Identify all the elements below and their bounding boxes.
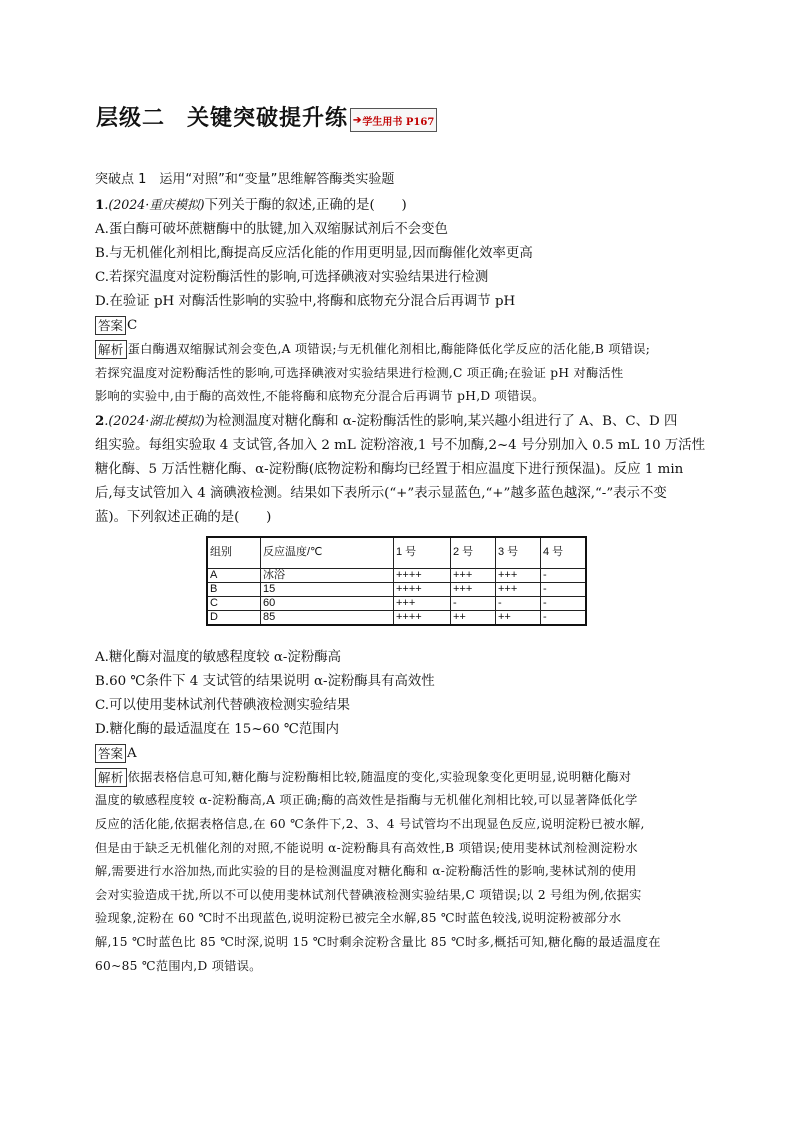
table-header-cell: 2 号 — [451, 537, 496, 569]
explanation-line: 会对实验造成干扰,所以不可以使用斐林试剂代替碘液检测实验结果,C 项错误;以 2 号组为例,依据实 — [95, 887, 642, 902]
table-cell: 60 — [261, 596, 394, 610]
explanation-tag: 解析 — [95, 768, 127, 787]
main-content — [95, 168, 706, 978]
header — [96, 104, 437, 134]
table-cell: C — [207, 596, 261, 610]
explanation-line: 影响的实验中,由于酶的高效性,不能将酶和底物充分混合后再调节 pH,D 项错误。 — [95, 389, 545, 404]
table-header-cell: 组别 — [207, 537, 261, 569]
option-c: C.若探究温度对淀粉酶活性的影响,可选择碘液对实验结果进行检测 — [95, 270, 489, 285]
question-text: 下列关于酶的叙述,正确的是( ) — [204, 198, 407, 213]
table-row — [207, 582, 586, 596]
option-b: B.与无机催化剂相比,酶提高反应活化能的作用更明显,因而酶催化效率更高 — [95, 246, 533, 261]
title-main: 关键突破提升练 — [187, 106, 349, 131]
question-text: 组实验。每组实验取 4 支试管,各加入 2 mL 淀粉溶液,1 号不加酶,2~4 号分别加入 0.5 mL 10 万活性 — [95, 437, 706, 453]
table-cell: - — [541, 568, 587, 582]
table-cell: ++ — [496, 610, 541, 625]
table-cell: - — [541, 596, 587, 610]
table-header-cell: 3 号 — [496, 537, 541, 569]
answer-value: C — [127, 318, 138, 333]
table-cell: +++ — [394, 596, 451, 610]
explanation-line: 温度的敏感程度较 α-淀粉酶高,A 项正确;酶的高效性是指酶与无机催化剂相比较,可以显著降低化学 — [95, 793, 638, 808]
explanation-line: 反应的活化能,依据表格信息,在 60 ℃条件下,2、3、4 号试管均不出现显色反应,说明淀粉已被水解, — [95, 816, 645, 831]
section-heading — [95, 168, 700, 192]
question-1 — [95, 193, 700, 409]
arrow-icon: ➔ — [353, 114, 362, 126]
option-a: A.糖化酶对温度的敏感程度较 α-淀粉酶高 — [95, 649, 341, 665]
explanation-line: 解,15 ℃时蓝色比 85 ℃时深,说明 15 ℃时剩余淀粉含量比 85 ℃时多,概括可知,糖化酶的最适温度在 — [95, 934, 661, 949]
option-d: D.在验证 pH 对酶活性影响的实验中,将酶和底物充分混合后再调节 pH — [95, 294, 516, 309]
question-text: 后,每支试管加入 4 滴碘液检测。结果如下表所示(“+”表示显蓝色,“+”越多蓝色越深,“-”表示不变 — [95, 485, 667, 501]
table-cell: +++ — [496, 582, 541, 596]
section-title: 运用“对照”和“变量”思维解答酶类实验题 — [159, 172, 395, 187]
question-number: 2 — [95, 412, 105, 429]
option-d: D.糖化酶的最适温度在 15~60 ℃范围内 — [95, 721, 339, 737]
explanation-tag: 解析 — [95, 340, 127, 359]
table-header-cell: 反应温度/℃ — [261, 537, 394, 569]
table-cell: 85 — [261, 610, 394, 625]
question-source: .(2024·湖北模拟) — [104, 412, 205, 428]
explanation-line: 验现象,淀粉在 60 ℃时不出现蓝色,说明淀粉已被完全水解,85 ℃时蓝色较浅,说明淀粉被部分水 — [95, 911, 622, 926]
table-cell: +++ — [496, 568, 541, 582]
student-book-reference[interactable] — [350, 108, 437, 132]
table-cell: ++++ — [394, 568, 451, 582]
answer-tag: 答案 — [95, 744, 126, 763]
table-cell: - — [541, 582, 587, 596]
table-row — [207, 568, 586, 582]
answer-row — [95, 742, 700, 766]
question-stem — [95, 193, 700, 218]
table-cell: +++ — [451, 568, 496, 582]
question-text: 糖化酶、5 万活性糖化酶、α-淀粉酶(底物淀粉和酶均已经置于相应温度下进行预保温)。反应 1 min — [95, 461, 684, 477]
table-header-cell: 4 号 — [541, 537, 587, 569]
option-a: A.蛋白酶可破坏蔗糖酶中的肽键,加入双缩脲试剂后不会变色 — [95, 222, 448, 237]
table-cell: B — [207, 582, 261, 596]
explanation-line: 60~85 ℃范围内,D 项错误。 — [95, 958, 262, 973]
question-number: 1 — [95, 197, 105, 213]
page-title — [96, 104, 348, 134]
explanation — [95, 338, 700, 409]
table-cell: A — [207, 568, 261, 582]
explanation-line: 但是由于缺乏无机催化剂的对照,不能说明 α-淀粉酶具有高效性,B 项错误;使用斐林试剂检测淀粉水 — [95, 840, 638, 855]
table-header-row — [207, 537, 586, 569]
explanation — [95, 766, 700, 978]
table-cell: ++++ — [394, 582, 451, 596]
option-b: B.60 ℃条件下 4 支试管的结果说明 α-淀粉酶具有高效性 — [95, 673, 435, 689]
table-cell: ++++ — [394, 610, 451, 625]
answer-tag: 答案 — [95, 316, 126, 335]
table-header-cell: 1 号 — [394, 537, 451, 569]
question-2 — [95, 409, 706, 978]
title-level: 层级二 — [96, 106, 166, 131]
table-row — [207, 596, 586, 610]
reference-label: 学生用书 P167 — [362, 116, 435, 128]
table-cell: ++ — [451, 610, 496, 625]
answer-value: A — [127, 745, 137, 761]
table-row — [207, 610, 586, 625]
explanation-line: 若探究温度对淀粉酶活性的影响,可选择碘液对实验结果进行检测,C 项正确;在验证 pH 对酶活性 — [95, 365, 624, 380]
table-cell: 冰浴 — [261, 568, 394, 582]
table-cell: 15 — [261, 582, 394, 596]
option-c: C.可以使用斐林试剂代替碘液检测实验结果 — [95, 697, 351, 713]
table-cell: - — [541, 610, 587, 625]
explanation-line: 解析 蛋白酶遇双缩脲试剂会变色,A 项错误;与无机催化剂相比,酶能降低化学反应的活化能,B 项错误; — [95, 338, 700, 362]
answer-row — [95, 314, 700, 338]
question-text: 蓝)。下列叙述正确的是( ) — [95, 509, 272, 525]
table-cell: - — [451, 596, 496, 610]
section-label: 突破点 1 — [95, 172, 147, 187]
question-text: 为检测温度对糖化酶和 α-淀粉酶活性的影响,某兴趣小组进行了 A、B、C、D 四 — [204, 413, 678, 429]
table-cell: D — [207, 610, 261, 625]
table-cell: +++ — [451, 582, 496, 596]
question-stem — [95, 409, 700, 434]
explanation-line: 解析 依据表格信息可知,糖化酶与淀粉酶相比较,随温度的变化,实验现象变化更明显,说明糖化酶对 — [95, 766, 700, 790]
explanation-line: 解,需要进行水浴加热,而此实验的目的是检测温度对糖化酶和 α-淀粉酶活性的影响,斐林试剂的使用 — [95, 864, 637, 879]
results-table — [206, 536, 587, 626]
table-cell: - — [496, 596, 541, 610]
question-source: .(2024·重庆模拟) — [104, 197, 205, 212]
